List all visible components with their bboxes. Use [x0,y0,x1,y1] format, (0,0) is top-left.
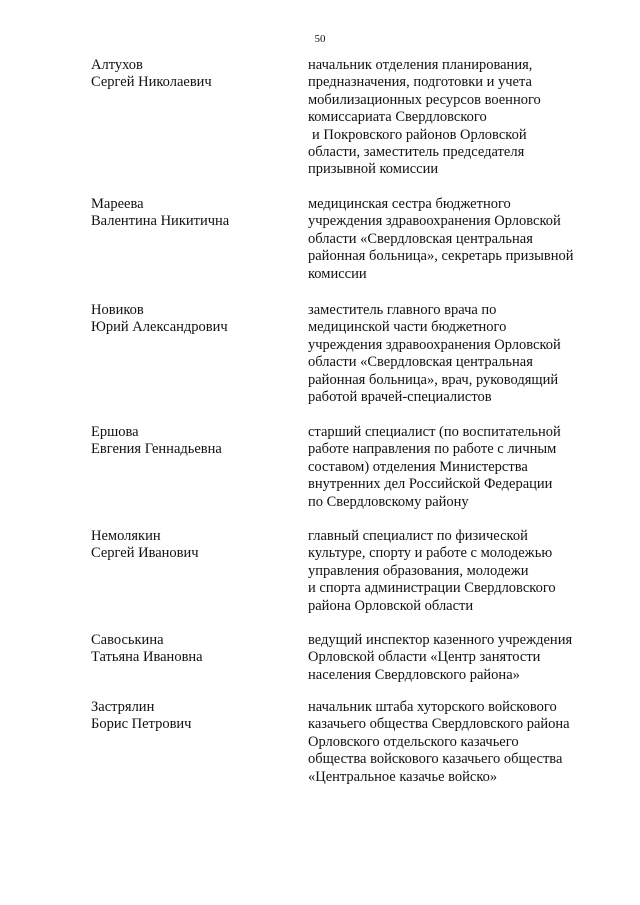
member-given-name: Татьяна Ивановна [91,649,203,666]
role-line: населения Свердловского района» [308,666,520,683]
role-line: комиссариата Свердловского [308,109,487,126]
member-role [308,196,598,283]
role-line: управления образования, молодежи [308,562,529,579]
role-line: по Свердловскому району [308,493,469,510]
role-line: Орловской области «Центр занятости [308,649,541,666]
member-surname: Мареева [91,196,144,212]
role-line: районная больница», секретарь призывной [308,248,574,265]
member-given-name: Борис Петрович [91,716,192,733]
member-surname: Ершова [91,424,139,440]
role-line: комиссии [308,265,367,282]
role-line: «Центральное казачье войско» [308,768,498,785]
member-surname: Алтухов [91,57,143,73]
role-line: предназначения, подготовки и учета [308,74,532,91]
member-surname: Новиков [91,302,144,318]
role-line: учреждения здравоохранения Орловской [308,213,561,230]
role-line: медицинская сестра бюджетного [308,196,511,212]
page-number: 50 [314,33,326,45]
role-line: главный специалист по физической [308,528,528,544]
member-name [91,57,291,92]
role-line: начальник отделения планирования, [308,57,533,73]
member-name [91,699,291,734]
member-given-name: Сергей Иванович [91,545,199,562]
role-line: внутренних дел Российской Федерации [308,476,553,493]
member-given-name: Евгения Геннадьевна [91,441,222,458]
role-line: работой врачей-специалистов [308,389,492,406]
member-surname: Савоськина [91,632,164,648]
member-name [91,302,291,337]
member-name [91,424,291,459]
member-given-name: Валентина Никитична [91,213,230,230]
role-line: призывной комиссии [308,161,439,178]
role-line: старший специалист (по воспитательной [308,424,561,440]
member-given-name: Сергей Николаевич [91,74,212,91]
role-line: казачьего общества Свердловского района [308,716,570,733]
role-line: учреждения здравоохранения Орловской [308,336,561,353]
role-line: и спорта администрации Свердловского [308,580,556,597]
member-name [91,528,291,563]
role-line: области «Свердловская центральная [308,230,533,247]
role-line: медицинской части бюджетного [308,319,507,336]
role-line: и Покровского районов Орловской [312,126,527,143]
role-line: мобилизационных ресурсов военного [308,91,541,108]
role-line: составом) отделения Министерства [308,458,528,475]
member-name [91,196,291,231]
role-line: работе направления по работе с личным [308,441,557,458]
member-role [308,57,598,179]
role-line: районная больница», врач, руководящий [308,371,559,388]
role-line: области, заместитель председателя [308,144,525,161]
role-line: области «Свердловская центральная [308,354,533,371]
role-line: района Орловской области [308,597,474,614]
member-surname: Застрялин [91,699,155,715]
role-line: общества войскового казачьего общества [308,751,563,768]
role-line: Орловского отдельского казачьего [308,733,519,750]
role-line: заместитель главного врача по [308,302,497,318]
member-role [308,699,598,786]
member-name [91,632,291,667]
member-given-name: Юрий Александрович [91,319,228,336]
member-role [308,528,598,615]
role-line: начальник штаба хуторского войскового [308,699,557,715]
member-surname: Немолякин [91,528,161,544]
role-line: культуре, спорту и работе с молодежью [308,545,553,562]
member-role [308,302,598,406]
role-line: ведущий инспектор казенного учреждения [308,632,573,648]
member-role [308,424,598,511]
member-role [308,632,598,684]
